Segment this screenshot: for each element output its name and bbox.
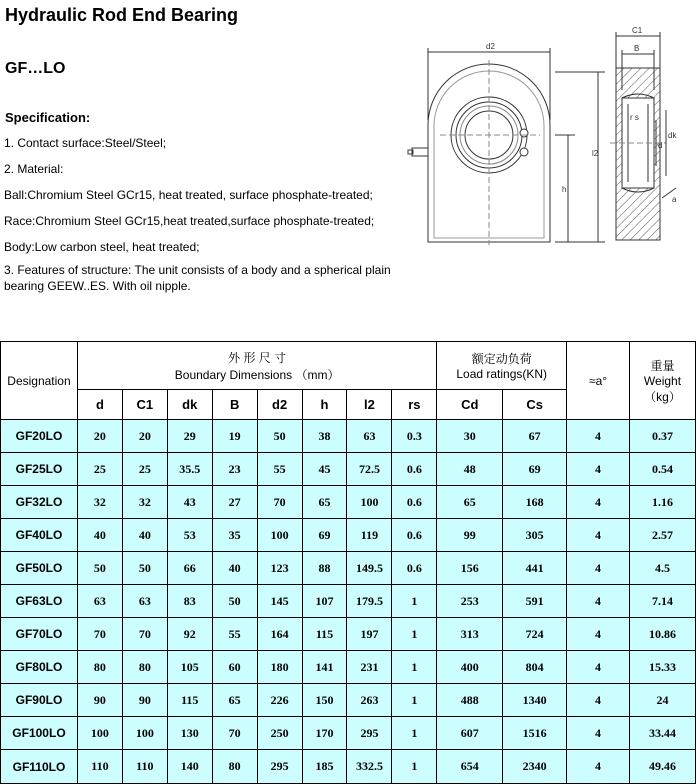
table-row	[1, 420, 696, 453]
table-cell: 119	[347, 519, 392, 552]
table-cell: 110	[77, 750, 122, 784]
row-designation: GF100LO	[1, 717, 78, 750]
table-cell: 4	[567, 717, 630, 750]
table-cell: 295	[347, 717, 392, 750]
table-cell: 231	[347, 651, 392, 684]
table-cell: 123	[257, 552, 302, 585]
table-cell: 1	[392, 651, 437, 684]
table-cell: 441	[503, 552, 567, 585]
table-cell: 4	[567, 651, 630, 684]
label-rs: r s	[630, 113, 639, 122]
table-cell: 70	[122, 618, 167, 651]
table-cell: 226	[257, 684, 302, 717]
row-designation: GF63LO	[1, 585, 78, 618]
col-header-cd: Cd	[437, 390, 503, 420]
col-header-h: h	[302, 390, 347, 420]
table-cell: 100	[77, 717, 122, 750]
table-cell: 24	[629, 684, 695, 717]
model-code: GF…LO	[5, 60, 66, 77]
table-cell: 140	[167, 750, 212, 784]
table-cell: 25	[77, 453, 122, 486]
table-cell: 50	[77, 552, 122, 585]
table-row	[1, 453, 696, 486]
table-cell: 65	[302, 486, 347, 519]
table-row	[1, 486, 696, 519]
table-cell: 0.6	[392, 486, 437, 519]
table-cell: 19	[212, 420, 257, 453]
dimension-table	[0, 341, 696, 784]
table-cell: 0.6	[392, 519, 437, 552]
table-cell: 156	[437, 552, 503, 585]
table-cell: 145	[257, 585, 302, 618]
table-cell: 35.5	[167, 453, 212, 486]
table-cell: 4	[567, 453, 630, 486]
table-cell: 30	[437, 420, 503, 453]
table-cell: 80	[77, 651, 122, 684]
row-designation: GF25LO	[1, 453, 78, 486]
table-cell: 1	[392, 585, 437, 618]
table-cell: 804	[503, 651, 567, 684]
table-cell: 0.3	[392, 420, 437, 453]
table-cell: 110	[122, 750, 167, 784]
row-designation: GF90LO	[1, 684, 78, 717]
label-a: a	[672, 195, 677, 204]
table-cell: 99	[437, 519, 503, 552]
technical-drawing	[400, 20, 690, 250]
table-cell: 130	[167, 717, 212, 750]
table-cell: 55	[257, 453, 302, 486]
label-d2: d2	[486, 42, 495, 51]
row-designation: GF40LO	[1, 519, 78, 552]
header-weight	[629, 342, 695, 420]
table-cell: 724	[503, 618, 567, 651]
col-header-l2: l2	[347, 390, 392, 420]
table-cell: 65	[437, 486, 503, 519]
table-cell: 185	[302, 750, 347, 784]
table-cell: 250	[257, 717, 302, 750]
table-cell: 25	[122, 453, 167, 486]
table-cell: 4.5	[629, 552, 695, 585]
label-h: h	[562, 185, 567, 194]
table-cell: 263	[347, 684, 392, 717]
table-cell: 4	[567, 750, 630, 784]
table-cell: 150	[302, 684, 347, 717]
table-row	[1, 552, 696, 585]
spec-line-4: Race:Chromium Steel GCr15,heat treated,surface phosphate-treated;	[4, 214, 375, 228]
table-row	[1, 519, 696, 552]
table-cell: 180	[257, 651, 302, 684]
table-cell: 50	[257, 420, 302, 453]
table-cell: 33.44	[629, 717, 695, 750]
table-cell: 197	[347, 618, 392, 651]
spec-line-1: 1. Contact surface:Steel/Steel;	[4, 136, 167, 150]
header-weight-unit: （kg）	[644, 389, 681, 404]
table-cell: 40	[122, 519, 167, 552]
table-cell: 10.86	[629, 618, 695, 651]
table-cell: 90	[77, 684, 122, 717]
table-cell: 253	[437, 585, 503, 618]
table-cell: 49.46	[629, 750, 695, 784]
table-row	[1, 618, 696, 651]
table-cell: 32	[77, 486, 122, 519]
table-cell: 35	[212, 519, 257, 552]
table-cell: 607	[437, 717, 503, 750]
header-boundary-dimensions	[77, 342, 436, 390]
table-cell: 70	[212, 717, 257, 750]
table-cell: 92	[167, 618, 212, 651]
table-cell: 88	[302, 552, 347, 585]
product-header	[0, 0, 696, 341]
table-cell: 115	[302, 618, 347, 651]
header-weight-cn: 重量	[650, 358, 675, 373]
table-row	[1, 585, 696, 618]
table-cell: 0.37	[629, 420, 695, 453]
table-cell: 69	[503, 453, 567, 486]
table-cell: 141	[302, 651, 347, 684]
table-cell: 1516	[503, 717, 567, 750]
label-d: d	[658, 141, 663, 150]
table-cell: 100	[257, 519, 302, 552]
header-dims-en: Boundary Dimensions （mm）	[174, 367, 340, 382]
table-cell: 80	[212, 750, 257, 784]
table-cell: 60	[212, 651, 257, 684]
table-cell: 100	[122, 717, 167, 750]
table-cell: 15.33	[629, 651, 695, 684]
table-cell: 63	[77, 585, 122, 618]
label-dk: dk	[668, 131, 677, 140]
table-cell: 1	[392, 717, 437, 750]
table-cell: 32	[122, 486, 167, 519]
table-cell: 43	[167, 486, 212, 519]
table-cell: 4	[567, 519, 630, 552]
spec-heading: Specification:	[5, 110, 91, 125]
table-cell: 313	[437, 618, 503, 651]
table-cell: 40	[77, 519, 122, 552]
table-row	[1, 651, 696, 684]
table-cell: 1	[392, 684, 437, 717]
table-cell: 654	[437, 750, 503, 784]
table-cell: 63	[347, 420, 392, 453]
table-cell: 107	[302, 585, 347, 618]
table-cell: 80	[122, 651, 167, 684]
table-cell: 90	[122, 684, 167, 717]
table-cell: 115	[167, 684, 212, 717]
label-c1: C1	[632, 26, 643, 35]
table-cell: 4	[567, 552, 630, 585]
table-cell: 164	[257, 618, 302, 651]
table-cell: 29	[167, 420, 212, 453]
table-cell: 591	[503, 585, 567, 618]
table-cell: 48	[437, 453, 503, 486]
table-cell: 20	[122, 420, 167, 453]
col-header-cs: Cs	[503, 390, 567, 420]
page-title: Hydraulic Rod End Bearing	[5, 5, 239, 25]
table-cell: 4	[567, 420, 630, 453]
table-cell: 72.5	[347, 453, 392, 486]
table-cell: 65	[212, 684, 257, 717]
col-header-rs: rs	[392, 390, 437, 420]
header-weight-en: Weight	[643, 373, 682, 388]
table-cell: 1	[392, 618, 437, 651]
table-cell: 55	[212, 618, 257, 651]
table-cell: 105	[167, 651, 212, 684]
header-load-cn: 额定动负荷	[471, 352, 532, 366]
col-header-d2: d2	[257, 390, 302, 420]
spec-line-3: Ball:Chromium Steel GCr15, heat treated, surface phosphate-treated;	[4, 188, 373, 202]
table-cell: 70	[257, 486, 302, 519]
col-header-c1: C1	[122, 390, 167, 420]
spec-line-2: 2. Material:	[4, 162, 64, 176]
table-cell: 1.16	[629, 486, 695, 519]
table-cell: 50	[122, 552, 167, 585]
spec-line-5: Body:Low carbon steel, heat treated;	[4, 240, 200, 254]
table-cell: 53	[167, 519, 212, 552]
table-cell: 4	[567, 585, 630, 618]
table-cell: 83	[167, 585, 212, 618]
spec-line-6: 3. Features of structure: The unit consists of a body and a spherical plain bearing GEEW..ES. With oil nipple.	[4, 263, 391, 293]
table-cell: 69	[302, 519, 347, 552]
row-designation: GF70LO	[1, 618, 78, 651]
table-cell: 295	[257, 750, 302, 784]
table-cell: 45	[302, 453, 347, 486]
table-cell: 67	[503, 420, 567, 453]
row-designation: GF20LO	[1, 420, 78, 453]
table-row	[1, 750, 696, 784]
table-cell: 4	[567, 618, 630, 651]
table-cell: 179.5	[347, 585, 392, 618]
table-row	[1, 684, 696, 717]
table-cell: 0.6	[392, 453, 437, 486]
row-designation: GF80LO	[1, 651, 78, 684]
table-cell: 305	[503, 519, 567, 552]
table-row	[1, 717, 696, 750]
header-load-ratings	[437, 342, 567, 390]
table-cell: 38	[302, 420, 347, 453]
table-cell: 2340	[503, 750, 567, 784]
header-angle: ≈a°	[567, 342, 630, 420]
table-cell: 400	[437, 651, 503, 684]
table-cell: 168	[503, 486, 567, 519]
row-designation: GF110LO	[1, 750, 78, 784]
table-cell: 23	[212, 453, 257, 486]
label-l2: l2	[592, 149, 599, 158]
table-cell: 149.5	[347, 552, 392, 585]
col-header-dk: dk	[167, 390, 212, 420]
col-header-b: B	[212, 390, 257, 420]
table-cell: 0.6	[392, 552, 437, 585]
header-designation: Designation	[1, 342, 78, 420]
table-cell: 332.5	[347, 750, 392, 784]
table-cell: 1	[392, 750, 437, 784]
header-dims-cn: 外 形 尺 寸	[228, 350, 287, 365]
table-cell: 27	[212, 486, 257, 519]
table-cell: 1340	[503, 684, 567, 717]
table-cell: 4	[567, 486, 630, 519]
row-designation: GF50LO	[1, 552, 78, 585]
table-cell: 20	[77, 420, 122, 453]
table-cell: 40	[212, 552, 257, 585]
oil-nipple	[412, 148, 428, 156]
table-cell: 170	[302, 717, 347, 750]
label-b: B	[634, 44, 640, 53]
table-cell: 50	[212, 585, 257, 618]
col-header-d: d	[77, 390, 122, 420]
table-cell: 100	[347, 486, 392, 519]
table-cell: 2.57	[629, 519, 695, 552]
header-load-en: Load ratings(KN)	[456, 367, 548, 381]
table-cell: 488	[437, 684, 503, 717]
table-cell: 63	[122, 585, 167, 618]
row-designation: GF32LO	[1, 486, 78, 519]
table-cell: 4	[567, 684, 630, 717]
table-cell: 70	[77, 618, 122, 651]
table-cell: 7.14	[629, 585, 695, 618]
table-cell: 0.54	[629, 453, 695, 486]
table-cell: 66	[167, 552, 212, 585]
